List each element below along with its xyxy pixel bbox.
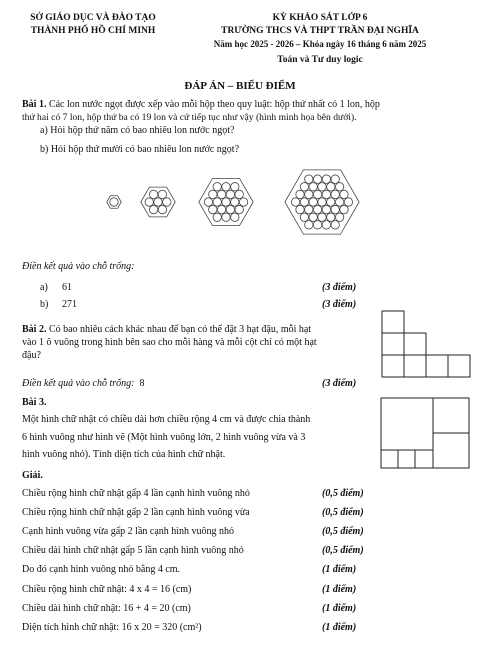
can-circle — [305, 221, 313, 229]
can-circle — [318, 183, 326, 191]
can-circle — [213, 213, 221, 221]
can-circle — [158, 205, 166, 213]
bai2-answer-line: Điền kết quả vào chỗ trống: 8 — [22, 378, 145, 389]
city-name: THÀNH PHỐ HỒ CHÍ MINH — [30, 26, 156, 36]
bai3-text-2: 6 hình vuông như hình vẽ (Một hình vuông lớn, 2 hình vuông vừa và 3 — [22, 432, 306, 443]
can-boxes-figure — [100, 158, 390, 248]
can-circle — [327, 213, 335, 221]
can-circle — [313, 221, 321, 229]
can-circle — [305, 205, 313, 213]
can-circle — [291, 198, 299, 206]
can-circle — [335, 198, 343, 206]
can-circle — [313, 175, 321, 183]
bai1-answer-b: 271 — [62, 299, 77, 310]
solution-step-text: Chiều dài hình chữ nhật: 16 + 4 = 20 (cm) — [22, 603, 191, 614]
can-circle — [335, 213, 343, 221]
can-circle — [327, 183, 335, 191]
can-circle — [322, 205, 330, 213]
dept-name: SỞ GIÁO DỤC VÀ ĐÀO TẠO — [30, 13, 156, 23]
can-circle — [331, 205, 339, 213]
can-circle — [239, 198, 247, 206]
hexagon-box — [141, 187, 175, 217]
can-circle — [231, 198, 239, 206]
can-circle — [296, 190, 304, 198]
can-circle — [213, 198, 221, 206]
solution-step-points: (0,5 điểm) — [322, 507, 364, 518]
can-circle — [209, 190, 217, 198]
can-circle — [110, 198, 118, 206]
can-circle — [222, 213, 230, 221]
can-circle — [226, 190, 234, 198]
bai1-answer-a: 61 — [62, 282, 72, 293]
solution-step-points: (1 điểm) — [322, 564, 357, 575]
exam-title: KỲ KHẢO SÁT LỚP 6 — [272, 13, 368, 23]
solution-step-points: (0,5 điểm) — [322, 488, 364, 499]
bai1-answer-a-label: a) — [40, 282, 48, 293]
bai3-text-1: Một hình chữ nhật có chiều dài hơn chiều rộng 4 cm và được chia thành — [22, 414, 311, 425]
solution-step-text: Chiều rộng hình chữ nhật gấp 4 lần cạnh hình vuông nhỏ — [22, 488, 250, 499]
solution-step-text: Do đó cạnh hình vuông nhỏ bằng 4 cm. — [22, 564, 181, 575]
solution-step-points: (0,5 điểm) — [322, 545, 364, 556]
can-circle — [222, 198, 230, 206]
can-circle — [145, 198, 153, 206]
solution-step-points: (0,5 điểm) — [322, 526, 364, 537]
can-circle — [296, 205, 304, 213]
bai2-answer: 8 — [139, 378, 145, 389]
can-circle — [235, 205, 243, 213]
can-circle — [222, 183, 230, 191]
can-circle — [322, 190, 330, 198]
exam-date: Năm học 2025 - 2026 – Khóa ngày 16 tháng 6 năm 2025 — [213, 39, 427, 49]
can-circle — [300, 183, 308, 191]
can-circle — [318, 198, 326, 206]
can-circle — [340, 205, 348, 213]
can-circle — [318, 213, 326, 221]
solution-step-points: (1 điểm) — [322, 622, 357, 633]
solution-step-points: (1 điểm) — [322, 603, 357, 614]
can-circle — [226, 205, 234, 213]
hexagon-box — [199, 178, 253, 225]
can-circle — [331, 190, 339, 198]
bai1-answer-a-points: (3 điểm) — [322, 282, 357, 293]
can-circle — [322, 221, 330, 229]
can-circle — [231, 213, 239, 221]
can-circle — [300, 198, 308, 206]
can-circle — [344, 198, 352, 206]
can-circle — [331, 175, 339, 183]
bai1-text-2: thứ hai có 7 lon, hộp thứ ba có 19 lon và cứ tiếp tục như vậy (hình minh họa bên dưới). — [22, 112, 357, 123]
subject-name: Toán và Tư duy logic — [277, 55, 363, 65]
can-circle — [335, 183, 343, 191]
can-circle — [209, 205, 217, 213]
bai1-fill-label: Điền kết quả vào chỗ trống: — [22, 261, 135, 272]
solution-step-text: Chiều dài hình chữ nhật gấp 5 lần cạnh hình vuông nhỏ — [22, 545, 244, 556]
can-circle — [327, 198, 335, 206]
can-circle — [305, 190, 313, 198]
bai2-text-2: vào 1 ô vuông trong hình bên sao cho mỗi hàng và mỗi cột chỉ có một hạt — [22, 337, 317, 348]
can-circle — [305, 175, 313, 183]
solution-step-text: Chiều rộng hình chữ nhật: 4 x 4 = 16 (cm) — [22, 584, 192, 595]
can-circle — [231, 183, 239, 191]
can-circle — [217, 190, 225, 198]
solution-step-text: Cạnh hình vuông vừa gấp 2 lần cạnh hình vuông nhỏ — [22, 526, 235, 537]
can-circle — [313, 205, 321, 213]
page-title: ĐÁP ÁN – BIỂU ĐIỂM — [184, 80, 296, 92]
bai1-question-b: b) Hỏi hộp thứ mười có bao nhiêu lon nước ngọt? — [40, 144, 240, 155]
can-circle — [149, 190, 157, 198]
bai1-question-a: a) Hỏi hộp thứ năm có bao nhiêu lon nước ngọt? — [40, 125, 235, 136]
can-circle — [213, 183, 221, 191]
can-circle — [309, 183, 317, 191]
bai3-text-3: hình vuông nhỏ). Tính diện tích của hình chữ nhật. — [22, 449, 226, 460]
bai2-text-3: đậu? — [22, 350, 41, 361]
rectangle-squares-figure — [380, 397, 472, 471]
can-circle — [331, 221, 339, 229]
bai1-text-1: Bài 1. Các lon nước ngọt được xếp vào mỗi hộp theo quy luật: hộp thứ nhất có 1 lon, hộp — [22, 99, 380, 110]
can-circle — [340, 190, 348, 198]
can-circle — [235, 190, 243, 198]
solution-step-text: Diện tích hình chữ nhật: 16 x 20 = 320 (cm²) — [22, 622, 202, 633]
solution-step-text: Chiều rộng hình chữ nhật gấp 2 lần cạnh hình vuông vừa — [22, 507, 250, 518]
solution-step-points: (1 điểm) — [322, 584, 357, 595]
bai2-points: (3 điểm) — [322, 378, 357, 389]
staircase-grid-figure — [380, 309, 472, 381]
bai2-text-1: Bài 2. Có bao nhiêu cách khác nhau để bạn có thể đặt 3 hạt đậu, mỗi hạt — [22, 324, 312, 335]
can-circle — [322, 175, 330, 183]
bai1-answer-b-points: (3 điểm) — [322, 299, 357, 310]
can-circle — [158, 190, 166, 198]
can-circle — [163, 198, 171, 206]
can-circle — [149, 205, 157, 213]
bai3-label: Bài 3. — [22, 397, 47, 408]
can-circle — [309, 213, 317, 221]
can-circle — [204, 198, 212, 206]
school-name: TRƯỜNG THCS VÀ THPT TRẦN ĐẠI NGHĨA — [221, 26, 419, 36]
bai3-solution-label: Giải. — [22, 470, 43, 481]
can-circle — [309, 198, 317, 206]
can-circle — [154, 198, 162, 206]
can-circle — [300, 213, 308, 221]
can-circle — [217, 205, 225, 213]
can-circle — [313, 190, 321, 198]
bai1-answer-b-label: b) — [40, 299, 49, 310]
